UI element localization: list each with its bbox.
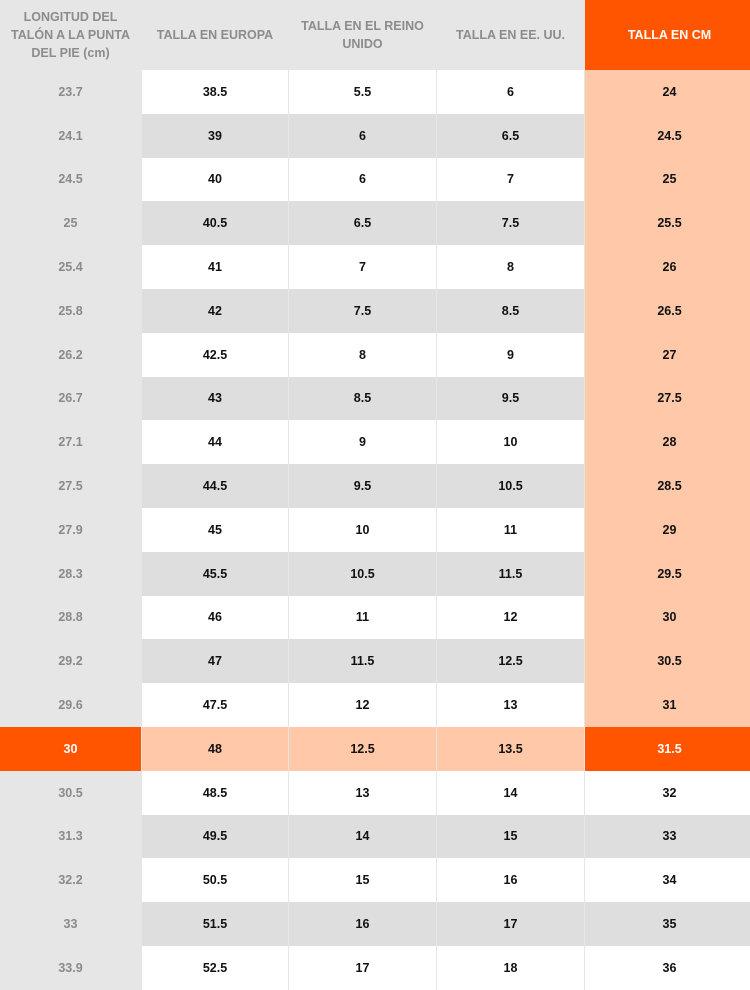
eu-size-cell: 47	[142, 639, 288, 683]
cm-size-cell: 34	[585, 858, 750, 902]
uk-size-cell: 17	[289, 946, 436, 990]
eu-size-cell: 40.5	[142, 201, 288, 245]
uk-size-cell: 8.5	[289, 377, 436, 421]
cm-size-cell: 36	[585, 946, 750, 990]
uk-size-cell: 10	[289, 508, 436, 552]
us-size-cell: 8.5	[437, 289, 584, 333]
us-size-cell: 10	[437, 420, 584, 464]
foot-length-cell: 30	[0, 727, 141, 771]
uk-size-cell: 13	[289, 771, 436, 815]
us-size-cell: 14	[437, 771, 584, 815]
foot-length-cell: 28.3	[0, 552, 141, 596]
cm-size-cell: 24	[585, 70, 750, 114]
uk-size-cell: 9	[289, 420, 436, 464]
eu-size-cell: 48.5	[142, 771, 288, 815]
uk-size-cell: 8	[289, 333, 436, 377]
eu-size-cell: 45.5	[142, 552, 288, 596]
eu-size-cell: 47.5	[142, 683, 288, 727]
cm-size-cell: 28.5	[585, 464, 750, 508]
us-size-cell: 7.5	[437, 201, 584, 245]
cm-size-cell: 29.5	[585, 552, 750, 596]
us-size-cell: 9	[437, 333, 584, 377]
header-uk-size: TALLA EN EL REINO UNIDO	[289, 0, 436, 70]
uk-size-cell: 11	[289, 596, 436, 640]
cm-size-cell: 26.5	[585, 289, 750, 333]
cm-size-cell: 25	[585, 158, 750, 202]
us-size-cell: 16	[437, 858, 584, 902]
us-size-cell: 6	[437, 70, 584, 114]
foot-length-cell: 31.3	[0, 815, 141, 859]
foot-length-cell: 23.7	[0, 70, 141, 114]
foot-length-cell: 26.7	[0, 377, 141, 421]
us-size-cell: 9.5	[437, 377, 584, 421]
foot-length-cell: 32.2	[0, 858, 141, 902]
us-size-cell: 13.5	[437, 727, 584, 771]
us-size-cell: 11.5	[437, 552, 584, 596]
cm-size-cell: 26	[585, 245, 750, 289]
cm-size-cell: 28	[585, 420, 750, 464]
us-size-cell: 12.5	[437, 639, 584, 683]
uk-size-cell: 10.5	[289, 552, 436, 596]
eu-size-cell: 50.5	[142, 858, 288, 902]
foot-length-cell: 24.1	[0, 114, 141, 158]
us-size-cell: 10.5	[437, 464, 584, 508]
us-size-cell: 17	[437, 902, 584, 946]
us-size-cell: 13	[437, 683, 584, 727]
uk-size-cell: 12	[289, 683, 436, 727]
foot-length-cell: 33	[0, 902, 141, 946]
foot-length-cell: 25.4	[0, 245, 141, 289]
foot-length-cell: 27.5	[0, 464, 141, 508]
cm-size-cell: 30	[585, 596, 750, 640]
foot-length-cell: 29.2	[0, 639, 141, 683]
us-size-cell: 7	[437, 158, 584, 202]
eu-size-cell: 38.5	[142, 70, 288, 114]
header-cm-size: TALLA EN CM	[585, 0, 750, 70]
uk-size-cell: 7.5	[289, 289, 436, 333]
uk-size-cell: 6	[289, 114, 436, 158]
header-us-size: TALLA EN EE. UU.	[437, 0, 584, 70]
foot-length-cell: 26.2	[0, 333, 141, 377]
eu-size-cell: 48	[142, 727, 288, 771]
us-size-cell: 12	[437, 596, 584, 640]
foot-length-cell: 24.5	[0, 158, 141, 202]
cm-size-cell: 29	[585, 508, 750, 552]
eu-size-cell: 45	[142, 508, 288, 552]
foot-length-cell: 29.6	[0, 683, 141, 727]
uk-size-cell: 6	[289, 158, 436, 202]
foot-length-cell: 25	[0, 201, 141, 245]
uk-size-cell: 9.5	[289, 464, 436, 508]
eu-size-cell: 51.5	[142, 902, 288, 946]
cm-size-cell: 30.5	[585, 639, 750, 683]
us-size-cell: 8	[437, 245, 584, 289]
eu-size-cell: 52.5	[142, 946, 288, 990]
eu-size-cell: 39	[142, 114, 288, 158]
cm-size-cell: 31	[585, 683, 750, 727]
eu-size-cell: 41	[142, 245, 288, 289]
eu-size-cell: 42	[142, 289, 288, 333]
cm-size-cell: 31.5	[585, 727, 750, 771]
cm-size-cell: 24.5	[585, 114, 750, 158]
foot-length-cell: 25.8	[0, 289, 141, 333]
uk-size-cell: 15	[289, 858, 436, 902]
us-size-cell: 15	[437, 815, 584, 859]
uk-size-cell: 5.5	[289, 70, 436, 114]
eu-size-cell: 44.5	[142, 464, 288, 508]
uk-size-cell: 16	[289, 902, 436, 946]
eu-size-cell: 49.5	[142, 815, 288, 859]
foot-length-cell: 33.9	[0, 946, 141, 990]
cm-size-cell: 35	[585, 902, 750, 946]
eu-size-cell: 44	[142, 420, 288, 464]
eu-size-cell: 40	[142, 158, 288, 202]
cm-size-cell: 33	[585, 815, 750, 859]
foot-length-cell: 27.9	[0, 508, 141, 552]
us-size-cell: 18	[437, 946, 584, 990]
header-eu-size: TALLA EN EUROPA	[142, 0, 288, 70]
foot-length-cell: 27.1	[0, 420, 141, 464]
eu-size-cell: 46	[142, 596, 288, 640]
cm-size-cell: 32	[585, 771, 750, 815]
uk-size-cell: 12.5	[289, 727, 436, 771]
uk-size-cell: 6.5	[289, 201, 436, 245]
us-size-cell: 6.5	[437, 114, 584, 158]
foot-length-cell: 30.5	[0, 771, 141, 815]
uk-size-cell: 11.5	[289, 639, 436, 683]
uk-size-cell: 7	[289, 245, 436, 289]
us-size-cell: 11	[437, 508, 584, 552]
cm-size-cell: 27.5	[585, 377, 750, 421]
uk-size-cell: 14	[289, 815, 436, 859]
foot-length-cell: 28.8	[0, 596, 141, 640]
header-foot-length: LONGITUD DEL TALÓN A LA PUNTA DEL PIE (cm)	[0, 0, 141, 70]
cm-size-cell: 27	[585, 333, 750, 377]
cm-size-cell: 25.5	[585, 201, 750, 245]
eu-size-cell: 42.5	[142, 333, 288, 377]
eu-size-cell: 43	[142, 377, 288, 421]
